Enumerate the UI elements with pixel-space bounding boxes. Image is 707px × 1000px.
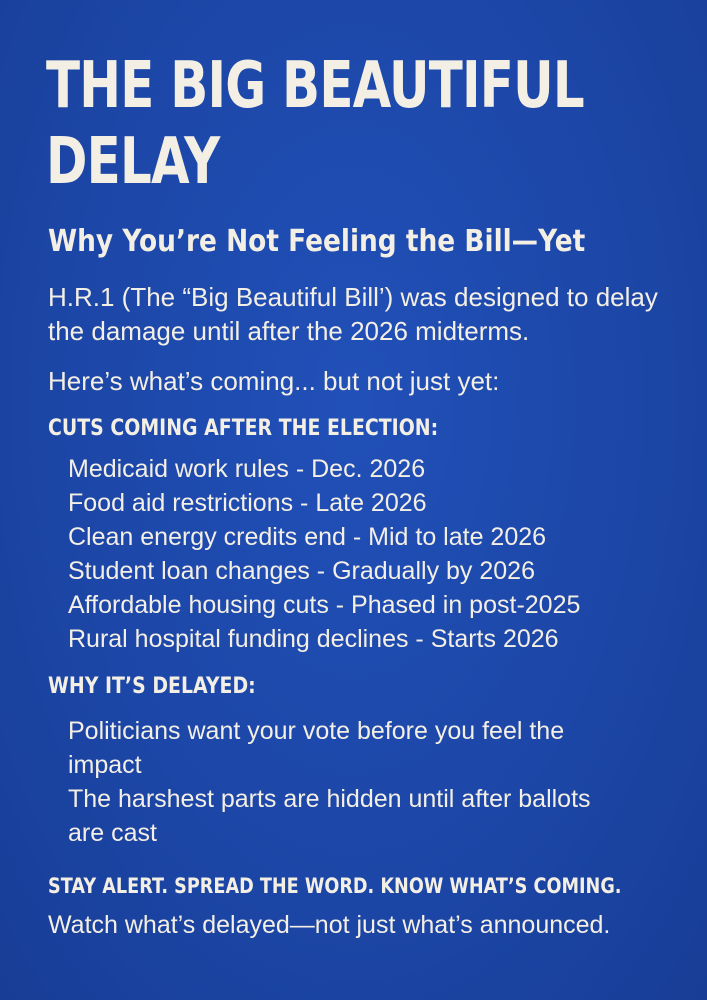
title-line-2: DELAY	[46, 125, 220, 199]
poster-subtitle: Why You’re Not Feeling the Bill—Yet	[48, 224, 586, 259]
reasons-list	[68, 714, 667, 850]
reasons-heading: WHY IT’S DELAYED:	[48, 674, 256, 699]
cuts-list	[68, 452, 667, 656]
list-item: Food aid restrictions - Late 2026	[68, 489, 427, 517]
list-item: The harshest parts are hidden until after ballots are cast	[68, 785, 591, 847]
list-item: Politicians want your vote before you feel the impact	[68, 717, 565, 779]
list-item: Clean energy credits end - Mid to late 2026	[68, 523, 547, 551]
intro-text: H.R.1 (The “Big Beautiful Bill’) was designed to delay the damage until after the 2026 midterms.	[48, 282, 658, 346]
closing-text: Watch what’s delayed—not just what’s announced.	[48, 911, 611, 939]
lead-text: Here’s what’s coming... but not just yet:	[48, 366, 500, 396]
list-item: Rural hospital funding declines - Starts 2026	[68, 625, 559, 653]
poster-title	[46, 48, 654, 200]
list-item: Affordable housing cuts - Phased in post-2025	[68, 591, 581, 619]
cuts-heading: CUTS COMING AFTER THE ELECTION:	[48, 416, 439, 441]
title-line-1: THE BIG BEAUTIFUL	[46, 49, 584, 123]
list-item: Medicaid work rules - Dec. 2026	[68, 455, 426, 483]
call-to-action: STAY ALERT. SPREAD THE WORD. KNOW WHAT’S COMING.	[48, 874, 622, 898]
list-item: Student loan changes - Gradually by 2026	[68, 557, 535, 585]
